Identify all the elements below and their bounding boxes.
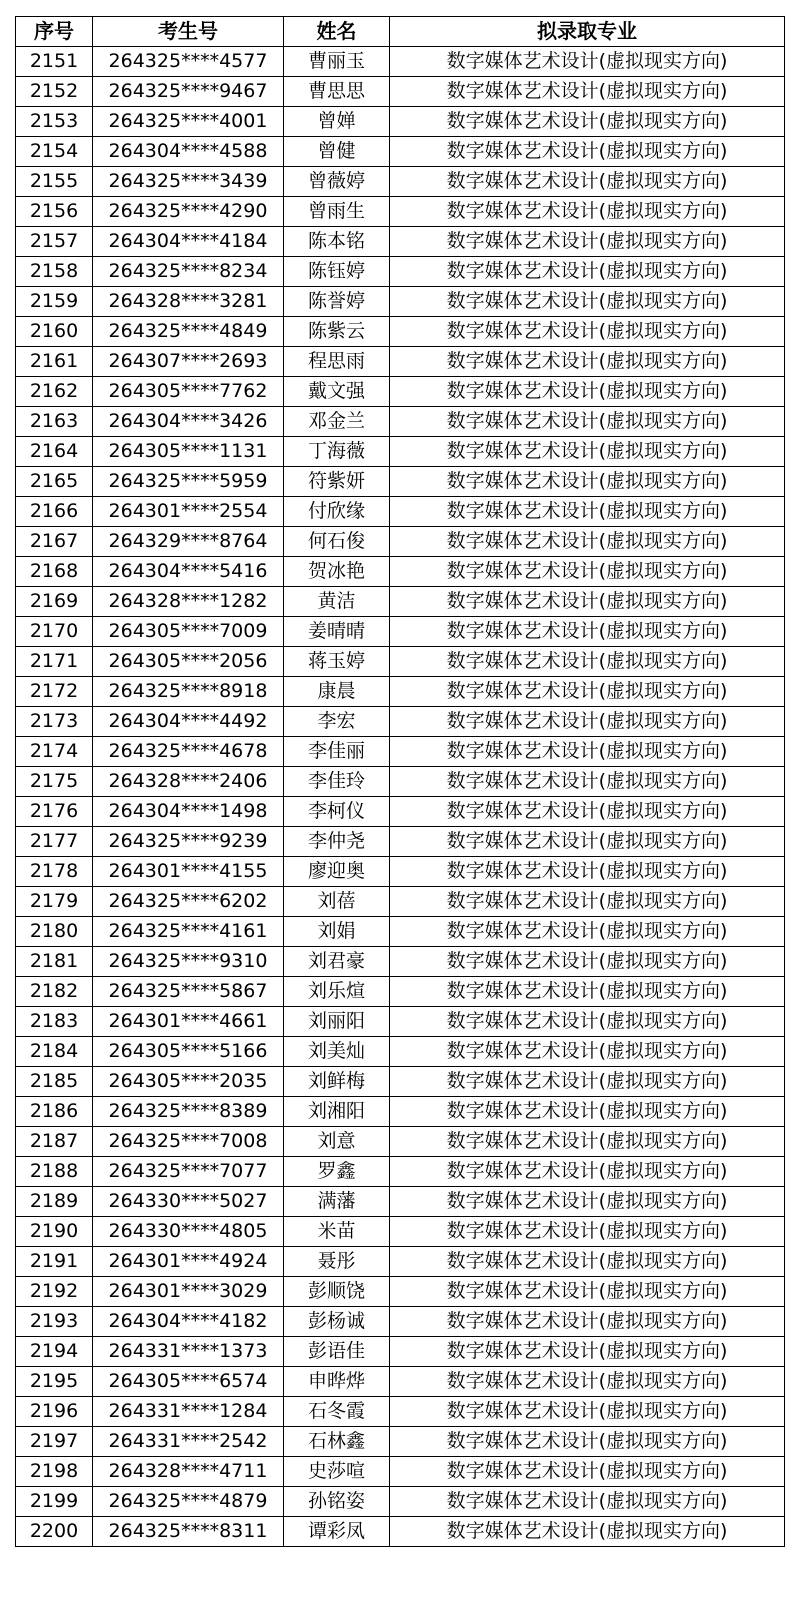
table-row <box>16 857 785 887</box>
cell-seq: 2159 <box>16 287 93 317</box>
table-row <box>16 257 785 287</box>
cell-major: 数字媒体艺术设计(虚拟现实方向) <box>390 587 785 617</box>
cell-exam-no: 264305****2035 <box>93 1067 284 1097</box>
cell-seq: 2160 <box>16 317 93 347</box>
cell-seq: 2180 <box>16 917 93 947</box>
cell-exam-no: 264325****4161 <box>93 917 284 947</box>
cell-major: 数字媒体艺术设计(虚拟现实方向) <box>390 137 785 167</box>
cell-major: 数字媒体艺术设计(虚拟现实方向) <box>390 1037 785 1067</box>
cell-seq: 2157 <box>16 227 93 257</box>
cell-exam-no: 264305****6574 <box>93 1367 284 1397</box>
cell-seq: 2167 <box>16 527 93 557</box>
cell-exam-no: 264325****8311 <box>93 1517 284 1547</box>
header-major: 拟录取专业 <box>390 17 785 47</box>
cell-name: 邓金兰 <box>284 407 390 437</box>
table-row <box>16 137 785 167</box>
cell-seq: 2178 <box>16 857 93 887</box>
cell-major: 数字媒体艺术设计(虚拟现实方向) <box>390 317 785 347</box>
cell-major: 数字媒体艺术设计(虚拟现实方向) <box>390 767 785 797</box>
cell-exam-no: 264325****7077 <box>93 1157 284 1187</box>
cell-exam-no: 264301****4155 <box>93 857 284 887</box>
table-row <box>16 377 785 407</box>
table-row <box>16 797 785 827</box>
cell-major: 数字媒体艺术设计(虚拟现实方向) <box>390 647 785 677</box>
cell-exam-no: 264329****8764 <box>93 527 284 557</box>
cell-name: 刘鲜梅 <box>284 1067 390 1097</box>
table-row <box>16 107 785 137</box>
cell-major: 数字媒体艺术设计(虚拟现实方向) <box>390 107 785 137</box>
cell-seq: 2169 <box>16 587 93 617</box>
cell-name: 刘湘阳 <box>284 1097 390 1127</box>
cell-major: 数字媒体艺术设计(虚拟现实方向) <box>390 1457 785 1487</box>
table-row <box>16 677 785 707</box>
cell-name: 申晔烨 <box>284 1367 390 1397</box>
cell-name: 廖迎奥 <box>284 857 390 887</box>
cell-major: 数字媒体艺术设计(虚拟现实方向) <box>390 527 785 557</box>
cell-major: 数字媒体艺术设计(虚拟现实方向) <box>390 77 785 107</box>
cell-exam-no: 264325****9467 <box>93 77 284 107</box>
cell-name: 陈誉婷 <box>284 287 390 317</box>
cell-seq: 2177 <box>16 827 93 857</box>
cell-name: 石冬霞 <box>284 1397 390 1427</box>
table-row <box>16 767 785 797</box>
cell-name: 陈钰婷 <box>284 257 390 287</box>
cell-exam-no: 264325****4849 <box>93 317 284 347</box>
cell-name: 姜晴晴 <box>284 617 390 647</box>
cell-exam-no: 264325****4001 <box>93 107 284 137</box>
cell-name: 聂彤 <box>284 1247 390 1277</box>
cell-major: 数字媒体艺术设计(虚拟现实方向) <box>390 437 785 467</box>
cell-major: 数字媒体艺术设计(虚拟现实方向) <box>390 1367 785 1397</box>
cell-major: 数字媒体艺术设计(虚拟现实方向) <box>390 167 785 197</box>
cell-name: 刘蓓 <box>284 887 390 917</box>
table-row <box>16 77 785 107</box>
cell-seq: 2192 <box>16 1277 93 1307</box>
cell-name: 彭顺饶 <box>284 1277 390 1307</box>
cell-exam-no: 264325****8389 <box>93 1097 284 1127</box>
cell-name: 曾薇婷 <box>284 167 390 197</box>
table-row <box>16 1127 785 1157</box>
header-name: 姓名 <box>284 17 390 47</box>
table-row <box>16 1427 785 1457</box>
cell-major: 数字媒体艺术设计(虚拟现实方向) <box>390 677 785 707</box>
cell-major: 数字媒体艺术设计(虚拟现实方向) <box>390 1097 785 1127</box>
table-row <box>16 407 785 437</box>
cell-seq: 2187 <box>16 1127 93 1157</box>
cell-seq: 2184 <box>16 1037 93 1067</box>
cell-major: 数字媒体艺术设计(虚拟现实方向) <box>390 1337 785 1367</box>
cell-exam-no: 264325****6202 <box>93 887 284 917</box>
cell-name: 刘君豪 <box>284 947 390 977</box>
header-seq: 序号 <box>16 17 93 47</box>
cell-exam-no: 264328****4711 <box>93 1457 284 1487</box>
table-row <box>16 1247 785 1277</box>
cell-major: 数字媒体艺术设计(虚拟现实方向) <box>390 1067 785 1097</box>
cell-seq: 2156 <box>16 197 93 227</box>
cell-seq: 2164 <box>16 437 93 467</box>
cell-major: 数字媒体艺术设计(虚拟现实方向) <box>390 197 785 227</box>
cell-exam-no: 264325****5959 <box>93 467 284 497</box>
cell-major: 数字媒体艺术设计(虚拟现实方向) <box>390 347 785 377</box>
table-row <box>16 917 785 947</box>
cell-exam-no: 264330****4805 <box>93 1217 284 1247</box>
table-row <box>16 887 785 917</box>
cell-name: 刘意 <box>284 1127 390 1157</box>
cell-exam-no: 264301****4661 <box>93 1007 284 1037</box>
cell-name: 蒋玉婷 <box>284 647 390 677</box>
table-row <box>16 317 785 347</box>
table-row <box>16 1517 785 1547</box>
cell-exam-no: 264325****4879 <box>93 1487 284 1517</box>
cell-seq: 2182 <box>16 977 93 1007</box>
cell-exam-no: 264305****2056 <box>93 647 284 677</box>
table-row <box>16 557 785 587</box>
cell-name: 程思雨 <box>284 347 390 377</box>
cell-name: 丁海薇 <box>284 437 390 467</box>
cell-seq: 2151 <box>16 47 93 77</box>
cell-major: 数字媒体艺术设计(虚拟现实方向) <box>390 947 785 977</box>
cell-exam-no: 264325****4290 <box>93 197 284 227</box>
cell-exam-no: 264325****5867 <box>93 977 284 1007</box>
cell-seq: 2179 <box>16 887 93 917</box>
cell-name: 石林鑫 <box>284 1427 390 1457</box>
cell-major: 数字媒体艺术设计(虚拟现实方向) <box>390 977 785 1007</box>
cell-exam-no: 264331****1373 <box>93 1337 284 1367</box>
cell-name: 李仲尧 <box>284 827 390 857</box>
cell-seq: 2193 <box>16 1307 93 1337</box>
table-row <box>16 707 785 737</box>
table-row <box>16 1217 785 1247</box>
cell-major: 数字媒体艺术设计(虚拟现实方向) <box>390 707 785 737</box>
cell-name: 康晨 <box>284 677 390 707</box>
table-row <box>16 1307 785 1337</box>
cell-seq: 2171 <box>16 647 93 677</box>
cell-exam-no: 264304****4184 <box>93 227 284 257</box>
cell-exam-no: 264325****9310 <box>93 947 284 977</box>
cell-exam-no: 264304****4588 <box>93 137 284 167</box>
cell-name: 刘娟 <box>284 917 390 947</box>
cell-name: 李柯仪 <box>284 797 390 827</box>
cell-name: 黄洁 <box>284 587 390 617</box>
cell-exam-no: 264328****3281 <box>93 287 284 317</box>
cell-seq: 2191 <box>16 1247 93 1277</box>
table-row <box>16 1097 785 1127</box>
cell-seq: 2161 <box>16 347 93 377</box>
cell-seq: 2166 <box>16 497 93 527</box>
table-row <box>16 1277 785 1307</box>
table-row <box>16 977 785 1007</box>
cell-major: 数字媒体艺术设计(虚拟现实方向) <box>390 1427 785 1457</box>
cell-seq: 2196 <box>16 1397 93 1427</box>
cell-major: 数字媒体艺术设计(虚拟现实方向) <box>390 407 785 437</box>
cell-seq: 2197 <box>16 1427 93 1457</box>
cell-exam-no: 264325****8918 <box>93 677 284 707</box>
cell-name: 陈本铭 <box>284 227 390 257</box>
table-row <box>16 227 785 257</box>
cell-exam-no: 264304****4492 <box>93 707 284 737</box>
table-header <box>16 17 785 47</box>
table-row <box>16 947 785 977</box>
table-row <box>16 1457 785 1487</box>
cell-seq: 2172 <box>16 677 93 707</box>
cell-seq: 2195 <box>16 1367 93 1397</box>
cell-major: 数字媒体艺术设计(虚拟现实方向) <box>390 617 785 647</box>
cell-seq: 2153 <box>16 107 93 137</box>
table-row <box>16 197 785 227</box>
cell-exam-no: 264305****5166 <box>93 1037 284 1067</box>
cell-exam-no: 264325****4678 <box>93 737 284 767</box>
cell-exam-no: 264325****8234 <box>93 257 284 287</box>
cell-major: 数字媒体艺术设计(虚拟现实方向) <box>390 1247 785 1277</box>
cell-seq: 2168 <box>16 557 93 587</box>
cell-name: 贺冰艳 <box>284 557 390 587</box>
cell-major: 数字媒体艺术设计(虚拟现实方向) <box>390 1487 785 1517</box>
cell-major: 数字媒体艺术设计(虚拟现实方向) <box>390 737 785 767</box>
table-row <box>16 1337 785 1367</box>
table-row <box>16 437 785 467</box>
cell-major: 数字媒体艺术设计(虚拟现实方向) <box>390 47 785 77</box>
cell-exam-no: 264301****2554 <box>93 497 284 527</box>
cell-name: 李佳丽 <box>284 737 390 767</box>
cell-seq: 2189 <box>16 1187 93 1217</box>
table-row <box>16 467 785 497</box>
cell-name: 曹丽玉 <box>284 47 390 77</box>
cell-name: 孙铭姿 <box>284 1487 390 1517</box>
table-row <box>16 647 785 677</box>
cell-name: 何石俊 <box>284 527 390 557</box>
cell-exam-no: 264328****1282 <box>93 587 284 617</box>
cell-major: 数字媒体艺术设计(虚拟现实方向) <box>390 1397 785 1427</box>
table-row <box>16 167 785 197</box>
cell-exam-no: 264330****5027 <box>93 1187 284 1217</box>
cell-name: 付欣缘 <box>284 497 390 527</box>
cell-seq: 2162 <box>16 377 93 407</box>
table-row <box>16 47 785 77</box>
cell-exam-no: 264305****7009 <box>93 617 284 647</box>
cell-major: 数字媒体艺术设计(虚拟现实方向) <box>390 1127 785 1157</box>
header-exam-no: 考生号 <box>93 17 284 47</box>
cell-seq: 2200 <box>16 1517 93 1547</box>
cell-seq: 2181 <box>16 947 93 977</box>
cell-major: 数字媒体艺术设计(虚拟现实方向) <box>390 917 785 947</box>
table-row <box>16 287 785 317</box>
cell-name: 李佳玲 <box>284 767 390 797</box>
cell-major: 数字媒体艺术设计(虚拟现实方向) <box>390 287 785 317</box>
table-row <box>16 1187 785 1217</box>
cell-name: 刘乐煊 <box>284 977 390 1007</box>
cell-seq: 2176 <box>16 797 93 827</box>
cell-seq: 2175 <box>16 767 93 797</box>
cell-major: 数字媒体艺术设计(虚拟现实方向) <box>390 1157 785 1187</box>
cell-name: 陈紫云 <box>284 317 390 347</box>
table-row <box>16 1007 785 1037</box>
cell-major: 数字媒体艺术设计(虚拟现实方向) <box>390 857 785 887</box>
cell-major: 数字媒体艺术设计(虚拟现实方向) <box>390 227 785 257</box>
cell-exam-no: 264325****9239 <box>93 827 284 857</box>
cell-exam-no: 264328****2406 <box>93 767 284 797</box>
cell-exam-no: 264331****1284 <box>93 1397 284 1427</box>
cell-seq: 2165 <box>16 467 93 497</box>
cell-major: 数字媒体艺术设计(虚拟现实方向) <box>390 1307 785 1337</box>
cell-name: 刘美灿 <box>284 1037 390 1067</box>
cell-major: 数字媒体艺术设计(虚拟现实方向) <box>390 827 785 857</box>
cell-exam-no: 264305****1131 <box>93 437 284 467</box>
cell-major: 数字媒体艺术设计(虚拟现实方向) <box>390 257 785 287</box>
cell-seq: 2194 <box>16 1337 93 1367</box>
cell-seq: 2188 <box>16 1157 93 1187</box>
cell-name: 李宏 <box>284 707 390 737</box>
cell-name: 米苗 <box>284 1217 390 1247</box>
cell-exam-no: 264304****4182 <box>93 1307 284 1337</box>
cell-major: 数字媒体艺术设计(虚拟现实方向) <box>390 1517 785 1547</box>
cell-exam-no: 264325****4577 <box>93 47 284 77</box>
table-row <box>16 1487 785 1517</box>
cell-seq: 2198 <box>16 1457 93 1487</box>
cell-name: 曾雨生 <box>284 197 390 227</box>
cell-exam-no: 264301****3029 <box>93 1277 284 1307</box>
table-row <box>16 1397 785 1427</box>
table-row <box>16 827 785 857</box>
cell-seq: 2154 <box>16 137 93 167</box>
cell-exam-no: 264301****4924 <box>93 1247 284 1277</box>
cell-seq: 2185 <box>16 1067 93 1097</box>
cell-major: 数字媒体艺术设计(虚拟现实方向) <box>390 1187 785 1217</box>
cell-name: 戴文强 <box>284 377 390 407</box>
cell-major: 数字媒体艺术设计(虚拟现实方向) <box>390 1007 785 1037</box>
table-row <box>16 497 785 527</box>
admission-table <box>15 16 785 1547</box>
cell-seq: 2183 <box>16 1007 93 1037</box>
cell-seq: 2190 <box>16 1217 93 1247</box>
cell-exam-no: 264304****5416 <box>93 557 284 587</box>
table-row <box>16 587 785 617</box>
cell-name: 史莎喧 <box>284 1457 390 1487</box>
cell-name: 彭杨诚 <box>284 1307 390 1337</box>
cell-major: 数字媒体艺术设计(虚拟现实方向) <box>390 797 785 827</box>
cell-exam-no: 264305****7762 <box>93 377 284 407</box>
cell-major: 数字媒体艺术设计(虚拟现实方向) <box>390 497 785 527</box>
cell-major: 数字媒体艺术设计(虚拟现实方向) <box>390 557 785 587</box>
cell-name: 满藩 <box>284 1187 390 1217</box>
header-row <box>16 17 785 47</box>
cell-name: 彭语佳 <box>284 1337 390 1367</box>
cell-seq: 2170 <box>16 617 93 647</box>
table-row <box>16 737 785 767</box>
cell-seq: 2158 <box>16 257 93 287</box>
table-row <box>16 1037 785 1067</box>
cell-seq: 2152 <box>16 77 93 107</box>
cell-major: 数字媒体艺术设计(虚拟现实方向) <box>390 377 785 407</box>
cell-exam-no: 264304****3426 <box>93 407 284 437</box>
cell-exam-no: 264331****2542 <box>93 1427 284 1457</box>
cell-major: 数字媒体艺术设计(虚拟现实方向) <box>390 467 785 497</box>
cell-seq: 2186 <box>16 1097 93 1127</box>
table-row <box>16 1067 785 1097</box>
cell-name: 谭彩凤 <box>284 1517 390 1547</box>
table-row <box>16 347 785 377</box>
cell-major: 数字媒体艺术设计(虚拟现实方向) <box>390 1277 785 1307</box>
cell-seq: 2174 <box>16 737 93 767</box>
cell-exam-no: 264325****3439 <box>93 167 284 197</box>
cell-exam-no: 264304****1498 <box>93 797 284 827</box>
cell-seq: 2173 <box>16 707 93 737</box>
cell-name: 罗鑫 <box>284 1157 390 1187</box>
table-row <box>16 527 785 557</box>
cell-exam-no: 264307****2693 <box>93 347 284 377</box>
cell-exam-no: 264325****7008 <box>93 1127 284 1157</box>
cell-seq: 2155 <box>16 167 93 197</box>
cell-major: 数字媒体艺术设计(虚拟现实方向) <box>390 1217 785 1247</box>
admission-list-sheet <box>15 16 784 1547</box>
table-row <box>16 1157 785 1187</box>
cell-name: 符紫妍 <box>284 467 390 497</box>
cell-name: 曾健 <box>284 137 390 167</box>
table-row <box>16 1367 785 1397</box>
cell-name: 曾婵 <box>284 107 390 137</box>
cell-major: 数字媒体艺术设计(虚拟现实方向) <box>390 887 785 917</box>
cell-seq: 2163 <box>16 407 93 437</box>
table-row <box>16 617 785 647</box>
cell-name: 曹思思 <box>284 77 390 107</box>
table-body <box>16 47 785 1547</box>
cell-name: 刘丽阳 <box>284 1007 390 1037</box>
cell-seq: 2199 <box>16 1487 93 1517</box>
